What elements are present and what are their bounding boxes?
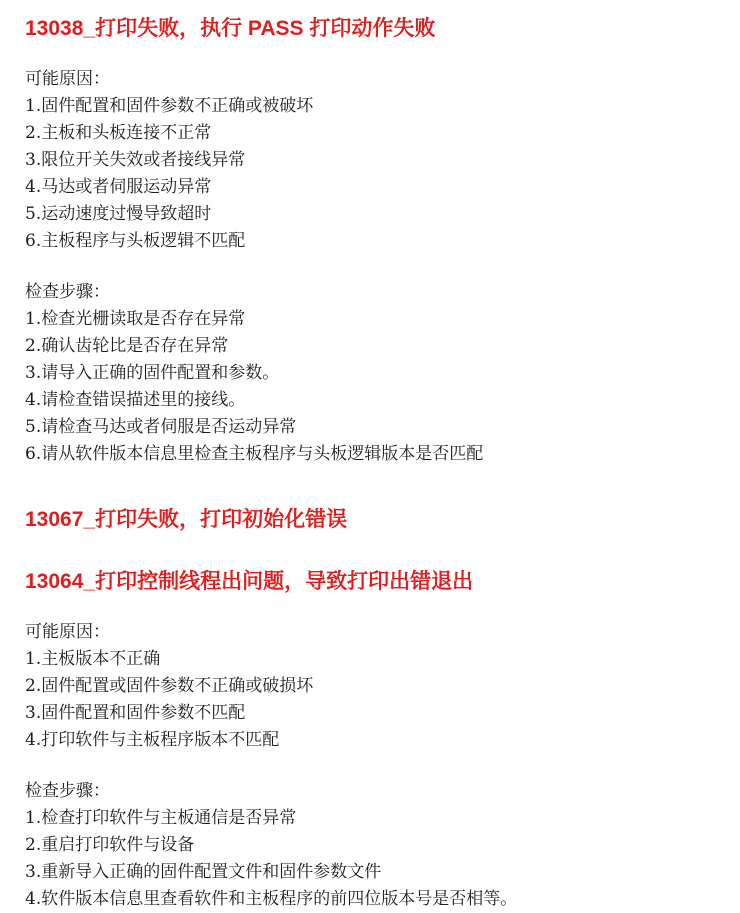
cause-item: 4.马达或者伺服运动异常	[25, 177, 212, 197]
step-item: 1.检查打印软件与主板通信是否异常	[25, 808, 297, 828]
check-steps-title: 检查步骤：	[25, 282, 110, 302]
step-item: 2.重启打印软件与设备	[25, 835, 195, 855]
cause-item: 1.固件配置和固件参数不正确或被破坏	[25, 96, 314, 116]
error-heading-13064: 13064_打印控制线程出问题，导致打印出错退出	[25, 570, 474, 593]
step-item: 3.请导入正确的固件配置和参数。	[25, 363, 280, 383]
error-heading-13038: 13038_打印失败，执行 PASS 打印动作失败	[25, 17, 436, 40]
steps-block-13064	[25, 778, 715, 913]
cause-item: 4.打印软件与主板程序版本不匹配	[25, 730, 280, 750]
check-steps-title: 检查步骤：	[25, 781, 110, 801]
cause-item: 2.固件配置或固件参数不正确或破损坏	[25, 676, 314, 696]
possible-causes-title: 可能原因：	[25, 622, 110, 642]
cause-item: 2.主板和头板连接不正常	[25, 123, 212, 143]
cause-item: 5.运动速度过慢导致超时	[25, 204, 212, 224]
step-item: 2.确认齿轮比是否存在异常	[25, 336, 229, 356]
causes-block-13038	[25, 66, 715, 255]
step-item: 1.检查光栅读取是否存在异常	[25, 309, 246, 329]
cause-item: 1.主板版本不正确	[25, 649, 161, 669]
step-item: 4.软件版本信息里查看软件和主板程序的前四位版本号是否相等。	[25, 889, 518, 909]
causes-block-13064	[25, 619, 715, 754]
step-item: 6.请从软件版本信息里检查主板程序与头板逻辑版本是否匹配	[25, 444, 484, 464]
cause-item: 6.主板程序与头板逻辑不匹配	[25, 231, 246, 251]
step-item: 5.请检查马达或者伺服是否运动异常	[25, 417, 297, 437]
cause-item: 3.固件配置和固件参数不匹配	[25, 703, 246, 723]
steps-block-13038	[25, 279, 715, 468]
possible-causes-title: 可能原因：	[25, 69, 110, 89]
step-item: 4.请检查错误描述里的接线。	[25, 390, 246, 410]
step-item: 3.重新导入正确的固件配置文件和固件参数文件	[25, 862, 382, 882]
error-heading-13067: 13067_打印失败，打印初始化错误	[25, 508, 348, 531]
cause-item: 3.限位开关失效或者接线异常	[25, 150, 246, 170]
